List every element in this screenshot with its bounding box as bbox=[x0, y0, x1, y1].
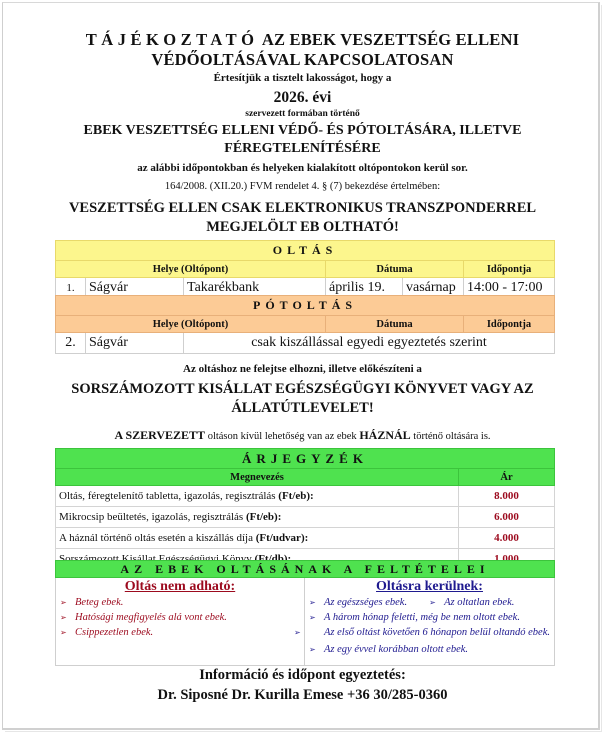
list-item-text: Az oltatlan ebek. bbox=[444, 597, 515, 608]
price-value: 6.000 bbox=[459, 507, 555, 528]
conditions-table bbox=[55, 560, 555, 666]
price-table bbox=[55, 448, 555, 570]
arrow-bullet-icon: ➢ bbox=[309, 613, 316, 622]
vaccination-title: OLTÁS bbox=[56, 241, 555, 261]
row-day: vasárnap bbox=[403, 278, 464, 299]
price-value: 8.000 bbox=[459, 486, 555, 507]
list-item-text: Az egészséges ebek. bbox=[324, 597, 408, 608]
col-place: Helye (Oltópont) bbox=[56, 261, 326, 278]
col-date: Dátuma bbox=[326, 261, 464, 278]
allowed-column bbox=[294, 578, 555, 666]
arrow-bullet-icon: ➢ bbox=[429, 598, 436, 607]
col-time: Időpontja bbox=[464, 261, 555, 278]
revaccination-title: PÓTOLTÁS bbox=[56, 296, 555, 316]
price-name bbox=[56, 507, 459, 528]
price-unit: (Ft/udvar): bbox=[255, 532, 309, 544]
row-time: 14:00 - 17:00 bbox=[464, 278, 555, 299]
home-a: A SZERVEZETT bbox=[114, 428, 206, 442]
list-item-text: Hatósági megfigyelés alá vont ebek. bbox=[75, 612, 227, 623]
price-name bbox=[56, 528, 459, 549]
home-c: HÁZNÁL bbox=[359, 428, 411, 442]
revaccination-table bbox=[55, 295, 555, 354]
not-allowed-title: Oltás nem adható: bbox=[124, 579, 236, 594]
vaccination-table bbox=[55, 240, 555, 299]
intro-text: Értesítjük a tisztelt lakosságot, hogy a bbox=[213, 72, 392, 84]
price-label: Oltás, féregtelenítő tabletta, igazolás, regisztrálás bbox=[59, 490, 279, 502]
subject-line-1: EBEK VESZETTSÉG ELLENI VÉDŐ- ÉS PÓTOLTÁSÁRA, ILLETVE bbox=[83, 123, 522, 138]
title-rest: AZ EBEK VESZETTSÉG ELLENI bbox=[261, 30, 520, 49]
arrow-bullet-icon: ➢ bbox=[309, 598, 316, 607]
col-date: Dátuma bbox=[326, 316, 464, 333]
title-spaced: TÁJÉKOZTATÓ bbox=[85, 30, 259, 49]
document-line-1 bbox=[0, 381, 605, 398]
title-line-1 bbox=[0, 30, 605, 50]
list-item bbox=[309, 642, 550, 657]
conditions-title: AZ EBEK OLTÁSÁNAK A FELTÉTELEI bbox=[56, 561, 555, 578]
row-town: Ságvár bbox=[86, 333, 184, 354]
row-number: 1. bbox=[56, 278, 86, 299]
row-town: Ságvár bbox=[86, 278, 184, 299]
price-name bbox=[56, 486, 459, 507]
row-place: Takarékbank bbox=[184, 278, 326, 299]
home-b: oltáson kívül lehetőség van az ebek bbox=[205, 431, 360, 442]
document-line-1-text: SORSZÁMOZOTT KISÁLLAT EGÉSZSÉGÜGYI KÖNYVET VAGY AZ bbox=[71, 381, 534, 397]
row-date: április 19. bbox=[326, 278, 403, 299]
list-item-text: Csippezetlen ebek. bbox=[75, 627, 154, 638]
list-item-text: A három hónap feletti, még be nem oltott ebek. bbox=[324, 612, 520, 623]
arrow-bullet-icon: ➢ bbox=[294, 628, 301, 637]
arrow-bullet-icon: ➢ bbox=[309, 645, 316, 654]
price-unit: (Ft/eb): bbox=[245, 511, 282, 523]
price-value: 1.000 bbox=[459, 549, 555, 570]
home-d: történő oltására is. bbox=[410, 431, 491, 442]
price-label: A háznál történő oltás esetén a kiszállás díja bbox=[59, 532, 256, 544]
list-item bbox=[309, 610, 550, 625]
contact-details: Dr. Siposné Dr. Kurilla Emese +36 30/285-0360 bbox=[157, 687, 448, 703]
year-text: 2026. évi bbox=[273, 89, 332, 106]
locations-note: az alábbi időpontokban és helyeken kialakított oltópontokon kerül sor. bbox=[137, 162, 468, 174]
price-unit: (Ft/db): bbox=[254, 553, 292, 565]
reminder-text: Az oltáshoz ne felejtse elhozni, illetve előkészíteni a bbox=[183, 363, 422, 375]
row-note: csak kiszállással egyedi egyeztetés szerint bbox=[184, 333, 555, 354]
price-value: 4.000 bbox=[459, 528, 555, 549]
list-item bbox=[294, 625, 550, 640]
price-title: ÁRJEGYZÉK bbox=[56, 449, 555, 469]
price-label: Mikrocsip beültetés, igazolás, regisztrálás bbox=[59, 511, 246, 523]
list-item-text: Az első oltást követően 6 hónapon belül oltandó ebek. bbox=[324, 627, 550, 638]
list-item bbox=[60, 595, 300, 610]
not-allowed-column bbox=[56, 578, 305, 666]
row-number: 2. bbox=[56, 333, 86, 354]
arrow-bullet-icon: ➢ bbox=[60, 598, 67, 607]
arrow-bullet-icon: ➢ bbox=[60, 613, 67, 622]
price-unit: (Ft/eb): bbox=[278, 490, 314, 502]
table-row bbox=[56, 528, 555, 549]
title-line-2: VÉDŐOLTÁSÁVAL KAPCSOLATOSAN bbox=[151, 50, 454, 69]
list-item bbox=[309, 595, 550, 610]
regulation-text: 164/2008. (XII.20.) FVM rendelet 4. § (7) bekezdése értelmében: bbox=[164, 181, 441, 192]
home-vaccination-note bbox=[0, 428, 605, 443]
list-item-text: Az egy évvel korábban oltott ebek. bbox=[324, 644, 469, 655]
table-row bbox=[56, 486, 555, 507]
table-row bbox=[56, 507, 555, 528]
col-place: Helye (Oltópont) bbox=[56, 316, 326, 333]
list-item bbox=[60, 625, 300, 640]
list-item bbox=[60, 610, 300, 625]
col-name: Megnevezés bbox=[56, 469, 459, 486]
subject-line-2: FÉREGTELENÍTÉSÉRE bbox=[224, 141, 381, 156]
organized-text: szervezett formában történő bbox=[245, 109, 360, 119]
col-price: Ár bbox=[459, 469, 555, 486]
col-time: Időpontja bbox=[464, 316, 555, 333]
table-row bbox=[56, 333, 555, 354]
allowed-title: Oltásra kerülnek: bbox=[376, 579, 483, 594]
list-item-text: Beteg ebek. bbox=[75, 597, 124, 608]
arrow-bullet-icon: ➢ bbox=[60, 628, 67, 637]
price-label: Sorszámozott Kisállat Egészségügyi Könyv bbox=[59, 553, 255, 565]
warning-line-1: VESZETTSÉG ELLEN CSAK ELEKTRONIKUS TRANSZPONDERREL bbox=[68, 200, 537, 216]
contact-title: Információ és időpont egyeztetés: bbox=[199, 667, 406, 683]
document-line-2: ÁLLATÚTLEVELET! bbox=[231, 400, 374, 416]
warning-line-2: MEGJELÖLT EB OLTHATÓ! bbox=[206, 219, 399, 235]
